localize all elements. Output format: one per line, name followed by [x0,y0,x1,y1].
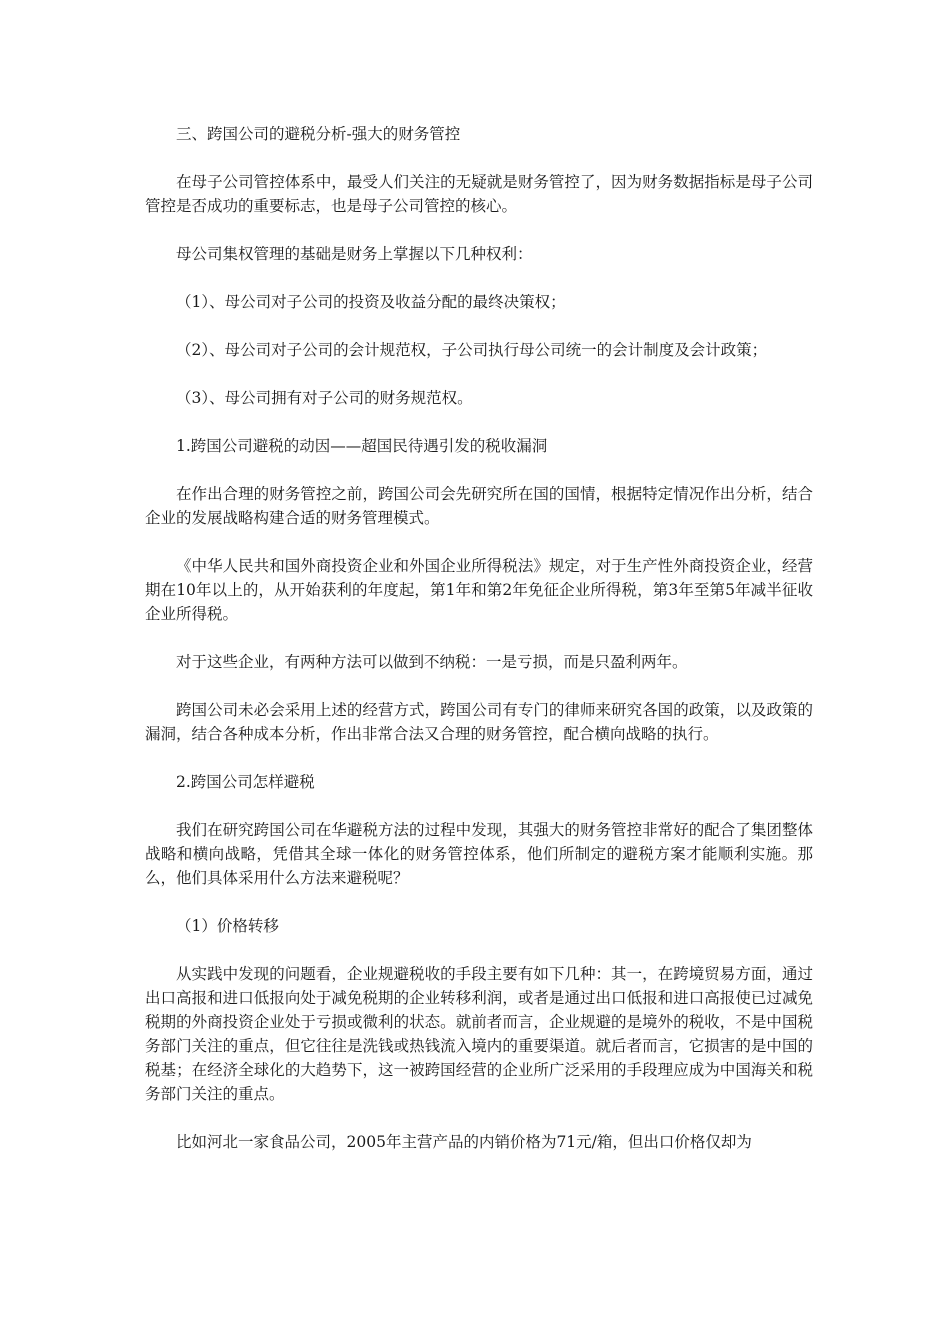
document-page [145,122,813,1178]
body-paragraph: 对于这些企业，有两种方法可以做到不纳税：一是亏损，而是只盈利两年。 [176,653,688,671]
list-item: （1）、母公司对子公司的投资及收益分配的最终决策权； [176,293,566,311]
section-heading: 三、跨国公司的避税分析-强大的财务管控 [176,125,461,143]
body-paragraph: 在作出合理的财务管控之前，跨国公司会先研究所在国的国情，根据特定情况作出分析，结合企业的发展战略构建合适的财务管理模式。 [145,485,813,527]
body-paragraph: 母公司集权管理的基础是财务上掌握以下几种权利： [176,245,533,263]
body-paragraph: 《中华人民共和国外商投资企业和外国企业所得税法》规定，对于生产性外商投资企业，经营期在10年以上的，从开始获利的年度起，第1年和第2年免征企业所得税，第3年至第5年减半征收企业所得税。 [145,557,813,623]
body-paragraph: 从实践中发现的问题看，企业规避税收的手段主要有如下几种：其一，在跨境贸易方面，通过出口高报和进口低报向处于减免税期的企业转移利润，或者是通过出口低报和进口高报使已过减免税期的外商投资企业处于亏损或微利的状态。就前者而言，企业规避的是境外的税收，不是中国税务部门关注的重点，但它往往是洗钱或热钱流入境内的重要渠道。就后者而言，它损害的是中国的税基；在经济全球化的大趋势下，这一被跨国经营的企业所广泛采用的手段理应成为中国海关和税务部门关注的重点。 [145,965,813,1103]
subsection-heading: 1.跨国公司避税的动因——超国民待遇引发的税收漏洞 [176,437,548,455]
list-item: （3）、母公司拥有对子公司的财务规范权。 [176,389,473,407]
body-paragraph: 跨国公司未必会采用上述的经营方式，跨国公司有专门的律师来研究各国的政策，以及政策的漏洞，结合各种成本分析，作出非常合法又合理的财务管控，配合横向战略的执行。 [145,701,813,743]
body-paragraph: 我们在研究跨国公司在华避税方法的过程中发现，其强大的财务管控非常好的配合了集团整体战略和横向战略，凭借其全球一体化的财务管控体系，他们所制定的避税方案才能顺利实施。那么，他们具体采用什么方法来避税呢？ [145,821,813,887]
subsection-heading: 2.跨国公司怎样避税 [176,773,315,791]
subsection-heading: （1）价格转移 [176,917,279,935]
body-paragraph: 比如河北一家食品公司，2005年主营产品的内销价格为71元/箱，但出口价格仅却为 [176,1133,752,1151]
list-item: （2）、母公司对子公司的会计规范权，子公司执行母公司统一的会计制度及会计政策； [176,341,768,359]
body-paragraph: 在母子公司管控体系中，最受人们关注的无疑就是财务管控了，因为财务数据指标是母子公司管控是否成功的重要标志，也是母子公司管控的核心。 [145,173,813,215]
